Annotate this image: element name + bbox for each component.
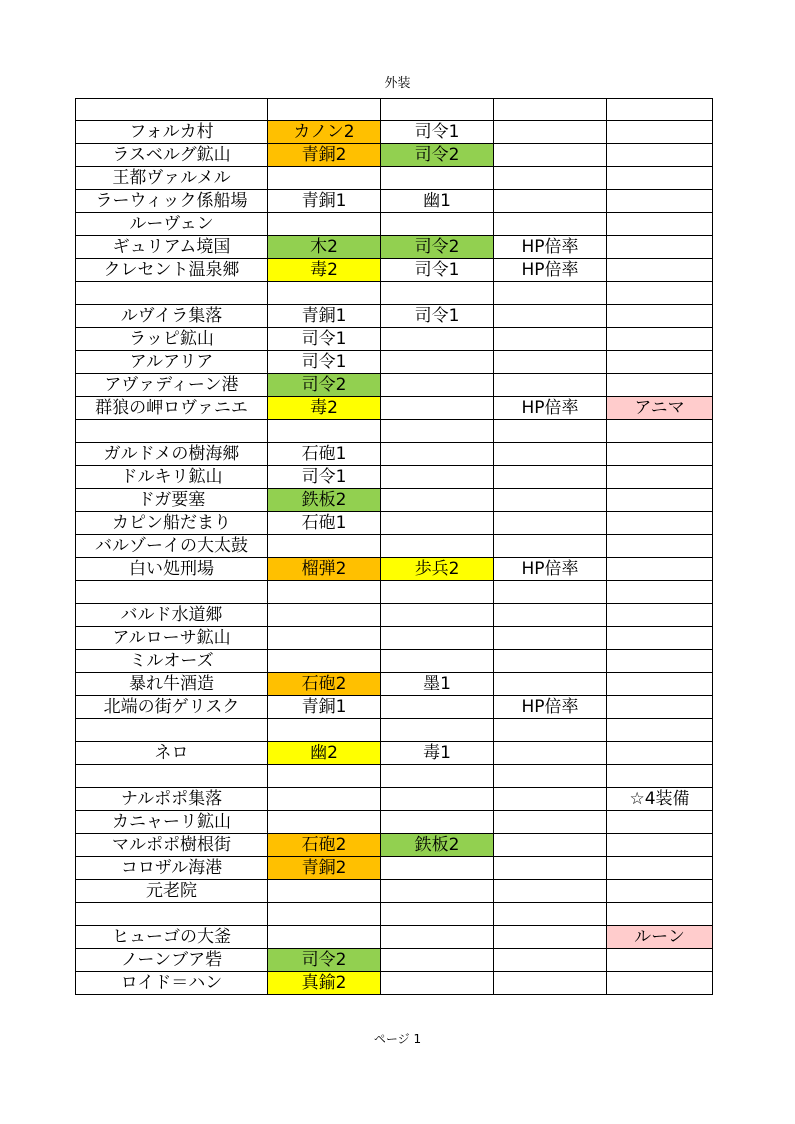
location-cell[interactable]: ギュリアム境国 [76, 236, 268, 259]
value-cell[interactable] [607, 673, 713, 696]
location-cell[interactable]: アルアリア [76, 351, 268, 374]
value-cell[interactable] [268, 213, 381, 236]
value-cell[interactable]: 鉄板2 [381, 834, 494, 857]
value-cell[interactable] [494, 972, 607, 995]
value-cell[interactable]: HP倍率 [494, 259, 607, 282]
value-cell[interactable] [494, 650, 607, 673]
value-cell[interactable] [494, 190, 607, 213]
value-cell[interactable] [607, 535, 713, 558]
value-cell[interactable] [381, 650, 494, 673]
page-title: 外装 [384, 76, 411, 91]
value-cell[interactable] [607, 99, 713, 121]
value-cell[interactable] [494, 673, 607, 696]
value-cell[interactable]: 青銅2 [268, 857, 381, 880]
location-cell[interactable]: クレセント温泉郷 [76, 259, 268, 282]
value-cell[interactable] [268, 880, 381, 903]
location-cell[interactable]: フォルカ村 [76, 121, 268, 144]
value-cell[interactable] [494, 627, 607, 650]
value-cell[interactable]: カノン2 [268, 121, 381, 144]
value-cell[interactable]: 司令1 [268, 466, 381, 489]
table-row [76, 926, 713, 949]
location-cell[interactable]: ドガ要塞 [76, 489, 268, 512]
value-cell[interactable] [381, 351, 494, 374]
location-cell[interactable] [76, 765, 268, 788]
value-cell[interactable]: 石砲2 [268, 834, 381, 857]
value-cell[interactable] [607, 121, 713, 144]
location-cell[interactable] [76, 581, 268, 604]
value-cell[interactable] [607, 443, 713, 466]
table-row [76, 236, 713, 259]
value-cell[interactable] [494, 282, 607, 305]
value-cell[interactable] [494, 719, 607, 742]
table-row [76, 328, 713, 351]
value-cell[interactable] [381, 328, 494, 351]
value-cell[interactable]: 真鍮2 [268, 972, 381, 995]
value-cell[interactable] [607, 328, 713, 351]
value-cell[interactable] [494, 926, 607, 949]
page-number: ページ 1 [373, 1032, 422, 1046]
value-cell[interactable] [494, 121, 607, 144]
location-cell[interactable]: カピン船だまり [76, 512, 268, 535]
value-cell[interactable]: 司令1 [268, 328, 381, 351]
value-cell[interactable] [494, 213, 607, 236]
location-cell[interactable]: ルヴイラ集落 [76, 305, 268, 328]
table-row [76, 765, 713, 788]
value-cell[interactable] [381, 880, 494, 903]
location-cell[interactable] [76, 903, 268, 926]
value-cell[interactable] [607, 512, 713, 535]
value-cell[interactable] [381, 903, 494, 926]
value-cell[interactable] [607, 972, 713, 995]
location-cell[interactable]: ナルポポ集落 [76, 788, 268, 811]
value-cell[interactable] [381, 765, 494, 788]
table-body [76, 99, 713, 995]
value-cell[interactable] [607, 144, 713, 167]
value-cell[interactable] [381, 512, 494, 535]
location-cell[interactable]: ヒューゴの大釜 [76, 926, 268, 949]
value-cell[interactable]: 幽2 [268, 742, 381, 765]
value-cell[interactable] [381, 719, 494, 742]
value-cell[interactable] [381, 811, 494, 834]
value-cell[interactable] [607, 880, 713, 903]
table-row [76, 397, 713, 420]
value-cell[interactable]: HP倍率 [494, 236, 607, 259]
table-row [76, 443, 713, 466]
value-cell[interactable]: 司令2 [268, 949, 381, 972]
value-cell[interactable]: 木2 [268, 236, 381, 259]
value-cell[interactable]: 司令2 [381, 236, 494, 259]
table-row [76, 190, 713, 213]
value-cell[interactable] [381, 213, 494, 236]
value-cell[interactable]: 司令1 [381, 259, 494, 282]
value-cell[interactable] [268, 926, 381, 949]
value-cell[interactable]: HP倍率 [494, 696, 607, 719]
value-cell[interactable] [494, 305, 607, 328]
value-cell[interactable] [381, 604, 494, 627]
value-cell[interactable]: 石砲1 [268, 512, 381, 535]
value-cell[interactable]: 鉄板2 [268, 489, 381, 512]
value-cell[interactable] [607, 604, 713, 627]
value-cell[interactable] [494, 328, 607, 351]
value-cell[interactable] [381, 926, 494, 949]
value-cell[interactable] [494, 811, 607, 834]
value-cell[interactable] [381, 972, 494, 995]
table-row [76, 144, 713, 167]
value-cell[interactable] [268, 167, 381, 190]
location-cell[interactable] [76, 282, 268, 305]
value-cell[interactable] [381, 949, 494, 972]
table-row [76, 857, 713, 880]
spreadsheet-table [75, 98, 713, 995]
location-cell[interactable]: ラッピ鉱山 [76, 328, 268, 351]
value-cell[interactable] [268, 581, 381, 604]
value-cell[interactable] [607, 466, 713, 489]
location-cell[interactable]: 暴れ牛酒造 [76, 673, 268, 696]
value-cell[interactable]: 司令2 [268, 374, 381, 397]
value-cell[interactable]: 司令1 [381, 121, 494, 144]
value-cell[interactable] [494, 443, 607, 466]
value-cell[interactable] [607, 259, 713, 282]
value-cell[interactable] [494, 144, 607, 167]
value-cell[interactable] [607, 903, 713, 926]
value-cell[interactable] [494, 420, 607, 443]
value-cell[interactable] [381, 489, 494, 512]
value-cell[interactable] [607, 696, 713, 719]
table-row [76, 788, 713, 811]
value-cell[interactable] [494, 788, 607, 811]
table-row [76, 466, 713, 489]
value-cell[interactable] [381, 535, 494, 558]
location-cell[interactable]: ラスベルグ鉱山 [76, 144, 268, 167]
value-cell[interactable] [607, 489, 713, 512]
value-cell[interactable]: 司令1 [381, 305, 494, 328]
value-cell[interactable] [607, 558, 713, 581]
value-cell[interactable]: 青銅1 [268, 696, 381, 719]
value-cell[interactable] [381, 466, 494, 489]
value-cell[interactable] [607, 190, 713, 213]
value-cell[interactable] [607, 742, 713, 765]
value-cell[interactable] [494, 949, 607, 972]
value-cell[interactable] [381, 581, 494, 604]
value-cell[interactable] [607, 650, 713, 673]
value-cell[interactable] [494, 374, 607, 397]
table-row [76, 903, 713, 926]
value-cell[interactable]: 石砲2 [268, 673, 381, 696]
value-cell[interactable]: ルーン [607, 926, 713, 949]
value-cell[interactable] [607, 351, 713, 374]
location-cell[interactable]: アルローサ鉱山 [76, 627, 268, 650]
location-cell[interactable]: コロザル海港 [76, 857, 268, 880]
value-cell[interactable] [607, 167, 713, 190]
value-cell[interactable] [268, 811, 381, 834]
value-cell[interactable] [381, 99, 494, 121]
value-cell[interactable] [494, 99, 607, 121]
value-cell[interactable]: 毒1 [381, 742, 494, 765]
location-cell[interactable]: ネロ [76, 742, 268, 765]
value-cell[interactable] [494, 535, 607, 558]
value-cell[interactable]: 墨1 [381, 673, 494, 696]
table-row [76, 282, 713, 305]
table-row [76, 581, 713, 604]
value-cell[interactable] [494, 742, 607, 765]
value-cell[interactable]: 青銅1 [268, 190, 381, 213]
value-cell[interactable] [494, 512, 607, 535]
value-cell[interactable]: 歩兵2 [381, 558, 494, 581]
value-cell[interactable] [607, 581, 713, 604]
location-cell[interactable]: マルポポ樹根街 [76, 834, 268, 857]
value-cell[interactable] [268, 765, 381, 788]
location-cell[interactable]: アヴァディーン港 [76, 374, 268, 397]
value-cell[interactable] [494, 581, 607, 604]
value-cell[interactable]: HP倍率 [494, 558, 607, 581]
value-cell[interactable] [607, 834, 713, 857]
value-cell[interactable] [607, 719, 713, 742]
value-cell[interactable] [381, 397, 494, 420]
value-cell[interactable] [607, 305, 713, 328]
table-row [76, 121, 713, 144]
table-row [76, 351, 713, 374]
table-row [76, 742, 713, 765]
value-cell[interactable] [268, 627, 381, 650]
table-row [76, 213, 713, 236]
table-row [76, 99, 713, 121]
value-cell[interactable] [607, 857, 713, 880]
value-cell[interactable] [268, 282, 381, 305]
value-cell[interactable] [381, 696, 494, 719]
table-row [76, 420, 713, 443]
table-row [76, 305, 713, 328]
value-cell[interactable] [268, 650, 381, 673]
value-cell[interactable]: 榴弾2 [268, 558, 381, 581]
location-cell[interactable]: 白い処刑場 [76, 558, 268, 581]
value-cell[interactable] [268, 604, 381, 627]
location-cell[interactable] [76, 99, 268, 121]
table-row [76, 167, 713, 190]
value-cell[interactable] [607, 282, 713, 305]
location-cell[interactable] [76, 420, 268, 443]
value-cell[interactable] [607, 765, 713, 788]
table-row [76, 604, 713, 627]
location-cell[interactable]: 王都ヴァルメル [76, 167, 268, 190]
value-cell[interactable] [494, 765, 607, 788]
value-cell[interactable] [494, 466, 607, 489]
value-cell[interactable] [494, 834, 607, 857]
value-cell[interactable] [494, 489, 607, 512]
table-row [76, 972, 713, 995]
value-cell[interactable] [381, 857, 494, 880]
value-cell[interactable] [268, 788, 381, 811]
value-cell[interactable] [381, 788, 494, 811]
table-row [76, 834, 713, 857]
value-cell[interactable] [494, 880, 607, 903]
location-cell[interactable]: ミルオーズ [76, 650, 268, 673]
table-row [76, 535, 713, 558]
table-row [76, 696, 713, 719]
table-row [76, 489, 713, 512]
value-cell[interactable]: 毒2 [268, 397, 381, 420]
location-cell[interactable]: バルゾーイの大太鼓 [76, 535, 268, 558]
table-row [76, 880, 713, 903]
value-cell[interactable] [494, 351, 607, 374]
value-cell[interactable] [268, 903, 381, 926]
value-cell[interactable]: 司令2 [381, 144, 494, 167]
value-cell[interactable]: 毒2 [268, 259, 381, 282]
location-cell[interactable]: バルド水道郷 [76, 604, 268, 627]
value-cell[interactable]: HP倍率 [494, 397, 607, 420]
value-cell[interactable] [607, 420, 713, 443]
value-cell[interactable] [381, 443, 494, 466]
location-cell[interactable]: ノーンブア砦 [76, 949, 268, 972]
table-row [76, 374, 713, 397]
value-cell[interactable] [607, 213, 713, 236]
table-row [76, 259, 713, 282]
value-cell[interactable] [494, 604, 607, 627]
location-cell[interactable]: ドルキリ鉱山 [76, 466, 268, 489]
location-cell[interactable]: ロイド＝ハン [76, 972, 268, 995]
location-cell[interactable]: 元老院 [76, 880, 268, 903]
value-cell[interactable] [268, 535, 381, 558]
value-cell[interactable]: 司令1 [268, 351, 381, 374]
value-cell[interactable] [607, 627, 713, 650]
value-cell[interactable] [381, 282, 494, 305]
value-cell[interactable] [607, 811, 713, 834]
table-row [76, 949, 713, 972]
value-cell[interactable] [268, 99, 381, 121]
value-cell[interactable]: 幽1 [381, 190, 494, 213]
table-row [76, 650, 713, 673]
value-cell[interactable]: 青銅1 [268, 305, 381, 328]
location-cell[interactable]: 群狼の岬ロヴァニエ [76, 397, 268, 420]
table-row [76, 558, 713, 581]
value-cell[interactable] [607, 374, 713, 397]
value-cell[interactable] [494, 857, 607, 880]
location-cell[interactable]: ルーヴェン [76, 213, 268, 236]
value-cell[interactable]: 青銅2 [268, 144, 381, 167]
table-row [76, 627, 713, 650]
table-row [76, 811, 713, 834]
value-cell[interactable] [607, 236, 713, 259]
value-cell[interactable] [494, 903, 607, 926]
value-cell[interactable] [381, 627, 494, 650]
location-cell[interactable]: ガルドメの樹海郷 [76, 443, 268, 466]
value-cell[interactable]: 石砲1 [268, 443, 381, 466]
value-cell[interactable] [381, 374, 494, 397]
value-cell[interactable]: ☆4装備 [607, 788, 713, 811]
value-cell[interactable] [381, 420, 494, 443]
value-cell[interactable]: アニマ [607, 397, 713, 420]
value-cell[interactable] [494, 167, 607, 190]
location-cell[interactable]: カニャーリ鉱山 [76, 811, 268, 834]
value-cell[interactable] [381, 167, 494, 190]
value-cell[interactable] [268, 719, 381, 742]
value-cell[interactable] [268, 420, 381, 443]
table-row [76, 512, 713, 535]
value-cell[interactable] [607, 949, 713, 972]
table-row [76, 719, 713, 742]
location-cell[interactable]: 北端の街ゲリスク [76, 696, 268, 719]
location-cell[interactable]: ラーウィック係船場 [76, 190, 268, 213]
location-cell[interactable] [76, 719, 268, 742]
table-row [76, 673, 713, 696]
